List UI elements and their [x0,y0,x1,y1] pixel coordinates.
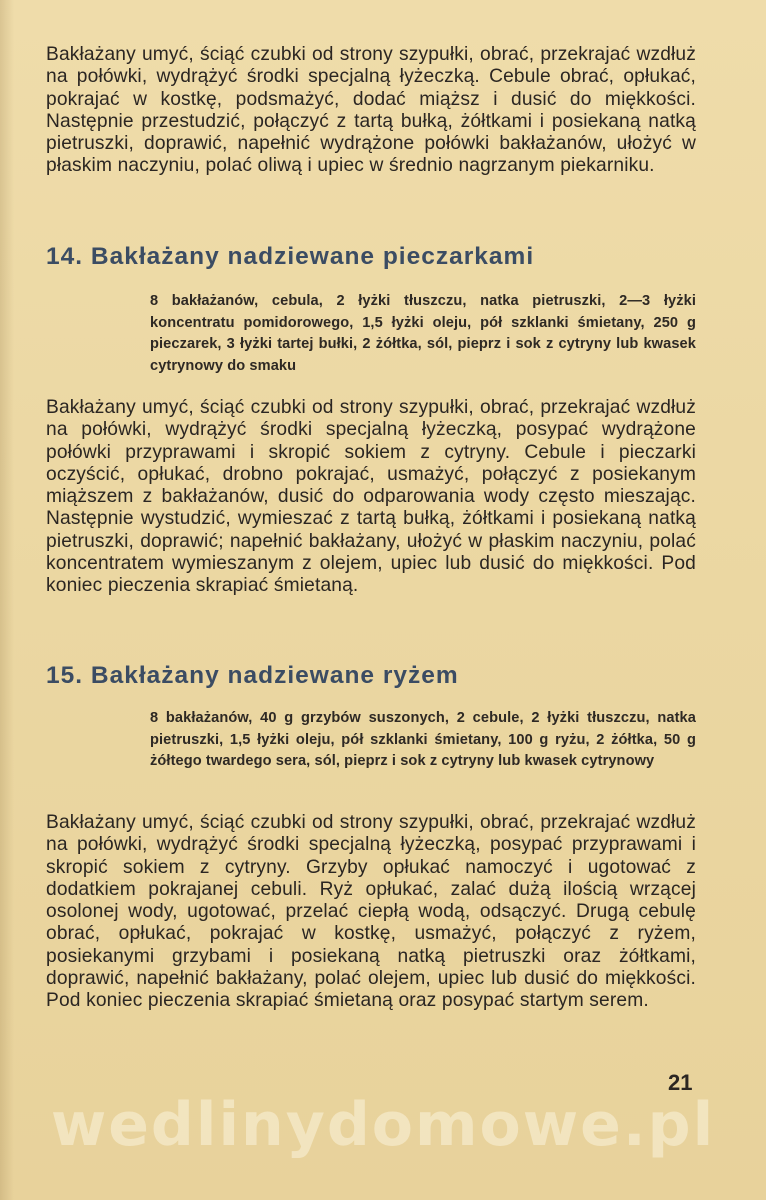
recipe-15-heading [46,662,459,690]
recipe-14-method: Bakłażany umyć, ściąć czubki od strony szypułki, obrać, przekrajać wzdłuż na połówki, wydrążyć środki specjalną łyżeczką, posypać wydrążone połówki przyprawami i skropić sokiem z cytryny. Cebule i pieczarki oczyścić, opłukać, drobno pokrajać, usmażyć, połączyć z posiekanym miąższem z bakłażanów, dusić do odparowania wody często mieszając. Następnie wystudzić, wymieszać z tartą bułką, żółtkami i posiekaną natką pietruszki, doprawić; napełnić bakłażany, ułożyć w płaskim naczyniu, polać koncentratem wymieszanym z olejem, upiec lub dusić do miękkości. Pod koniec pieczenia skrapiać śmietaną. [46,397,696,597]
recipe-14-heading [46,243,534,271]
watermark: wedlinydomowe.pl [50,1090,716,1160]
recipe-15-number: 15. [46,662,84,689]
intro-paragraph: Bakłażany umyć, ściąć czubki od strony szypułki, obrać, przekrajać wzdłuż na połówki, wydrążyć środki specjalną łyżeczką. Cebule obrać, opłukać, pokrajać w kostkę, podsmażyć, dodać miąższ i dusić do miękkości. Następnie przestudzić, połączyć z tartą bułką, żółtkami i posiekaną natką pietruszki, doprawić, napełnić wydrążone połówki bakłażanów, ułożyć w płaskim naczyniu, polać oliwą i upiec w średnio nagrzanym piekarniku. [46,44,696,177]
recipe-15-method: Bakłażany umyć, ściąć czubki od strony szypułki, obrać, przekrajać wzdłuż na połówki, wydrążyć środki specjalną łyżeczką, posypać przyprawami i skropić sokiem z cytryny. Grzyby opłukać namoczyć i ugotować z dodatkiem pokrajanej cebuli. Ryż opłukać, zalać dużą ilością wrzącej osolonej wody, ugotować, przelać ciepłą wodą, odsączyć. Drugą cebulę obrać, opłukać, pokrajać w kostkę, usmażyć, połączyć z ryżem, posiekanymi grzybami i posiekaną natką pietruszki oraz żółtkami, doprawić, napełnić bakłażany, polać olejem, upiec lub dusić do miękkości. Pod koniec pieczenia skrapiać śmietaną oraz posypać startym serem. [46,812,696,1012]
recipe-14-title: Bakłażany nadziewane pieczarkami [90,243,535,270]
recipe-15-title: Bakłażany nadziewane ryżem [90,662,459,689]
page-number: 21 [668,1070,693,1095]
recipe-15-ingredients: 8 bakłażanów, 40 g grzybów suszonych, 2 cebule, 2 łyżki tłuszczu, natka pietruszki, 1,5 łyżki oleju, pół szklanki śmietany, 100 g ryżu, 2 żółtka, 50 g żółtego twardego sera, sól, pieprz i sok z cytryny lub kwasek cytrynowy [150,710,696,769]
recipe-14-number: 14. [46,243,84,270]
recipe-14-ingredients: 8 bakłażanów, cebula, 2 łyżki tłuszczu, natka pietruszki, 2—3 łyżki koncentratu pomidorowego, 1,5 łyżki oleju, pół szklanki śmietany, 250 g pieczarek, 3 łyżki tartej bułki, 2 żółtka, sól, pieprz i sok z cytryny lub kwasek cytrynowy do smaku [150,293,696,374]
